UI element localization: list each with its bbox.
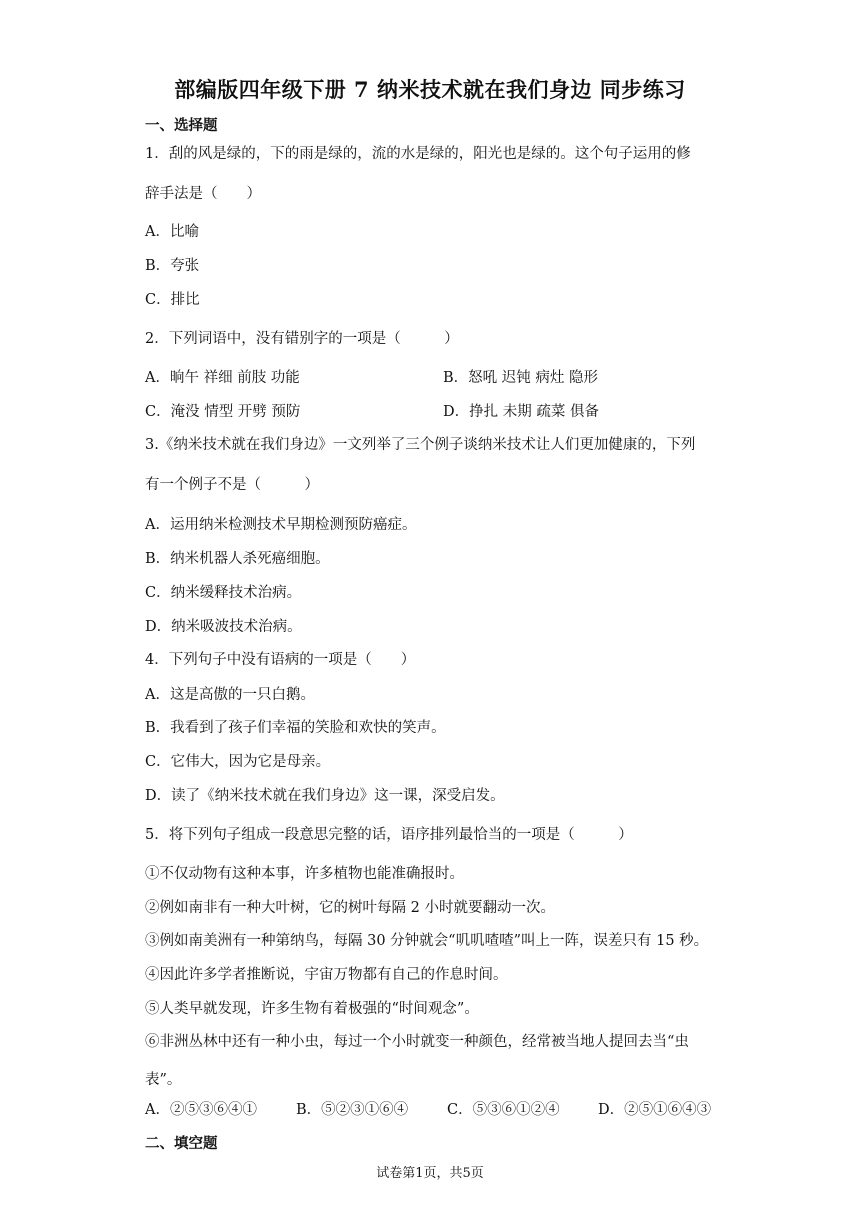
question-2-options-row1 [145,366,598,387]
question-5-sentence-1: ①不仅动物有这种本事，许多植物也能准确报时。 [145,866,464,882]
question-2-stem: 2．下列词语中，没有错别字的一项是（ ） [145,331,459,347]
question-5-option-d: D．②⑤①⑥④③ [598,1102,712,1118]
question-5-option-a: A．②⑤③⑥④① [145,1102,257,1118]
question-2-option-c: C．淹没 情型 开劈 预防 [145,404,301,420]
section-heading-fill: 二、填空题 [145,1135,218,1152]
question-2-option-d: D．挣扎 未期 疏菜 俱备 [443,404,599,420]
question-5-sentence-6: ⑥非洲丛林中还有一种小虫，每过一个小时就变一种颜色，经常被当地人提回去当“虫 [145,1034,689,1050]
page-footer: 试卷第1页，共5页 [376,1166,484,1181]
question-3-option-b: B．纳米机器人杀死癌细胞。 [145,551,330,567]
question-4-stem: 4．下列句子中没有语病的一项是（ ） [145,652,416,668]
question-4-option-d: D．读了《纳米技术就在我们身边》这一课，深受启发。 [145,788,505,804]
question-2-option-b: B．怒吼 迟钝 病灶 隐形 [443,370,598,386]
question-5-sentence-4: ④因此许多学者推断说，宇宙万物都有自己的作息时间。 [145,967,508,983]
question-4-option-b: B．我看到了孩子们幸福的笑脸和欢快的笑声。 [145,720,446,736]
question-4-option-c: C．它伟大，因为它是母亲。 [145,754,331,770]
question-3-stem-cont: 有一个例子不是（ ） [145,477,319,493]
question-1-option-c: C．排比 [145,292,200,308]
question-5-sentence-3: ③例如南美洲有一种第纳鸟，每隔 30 分钟就会“叽叽喳喳”叫上一阵，误差只有 15 秒。 [145,933,709,949]
question-1-stem-cont: 辞手法是（ ） [145,186,261,202]
question-5-option-b: B．⑤②③①⑥④ [296,1102,409,1118]
question-1-stem: 1．刮的风是绿的，下的雨是绿的，流的水是绿的，阳光也是绿的。这个句子运用的修 [145,146,691,162]
section-heading-choice: 一、选择题 [145,117,218,134]
question-1-option-a: A．比喻 [145,224,199,240]
question-3-stem: 3.《纳米技术就在我们身边》一文列举了三个例子谈纳米技术让人们更加健康的，下列 [145,437,696,453]
question-5-option-c: C．⑤③⑥①②④ [447,1102,560,1118]
question-5-sentence-6-cont: 表”。 [145,1072,182,1088]
question-3-option-a: A．运用纳米检测技术早期检测预防癌症。 [145,517,417,533]
question-2-option-a: A．晌午 祥细 前肢 功能 [145,370,300,386]
question-2-options-row2 [145,400,599,421]
question-5-sentence-2: ②例如南非有一种大叶树，它的树叶每隔 2 小时就要翻动一次。 [145,900,555,916]
question-5-options-row [145,1098,711,1119]
question-3-option-c: C．纳米缓释技术治病。 [145,585,302,601]
question-4-option-a: A．这是高傲的一只白鹅。 [145,687,315,703]
question-5-stem: 5．将下列句子组成一段意思完整的话，语序排列最恰当的一项是（ ） [145,827,633,843]
question-1-option-b: B．夸张 [145,258,200,274]
question-5-sentence-5: ⑤人类早就发现，许多生物有着极强的“时间观念”。 [145,1001,479,1017]
page-title: 部编版四年级下册 7 纳米技术就在我们身边 同步练习 [174,77,686,102]
question-3-option-d: D．纳米吸波技术治病。 [145,619,302,635]
